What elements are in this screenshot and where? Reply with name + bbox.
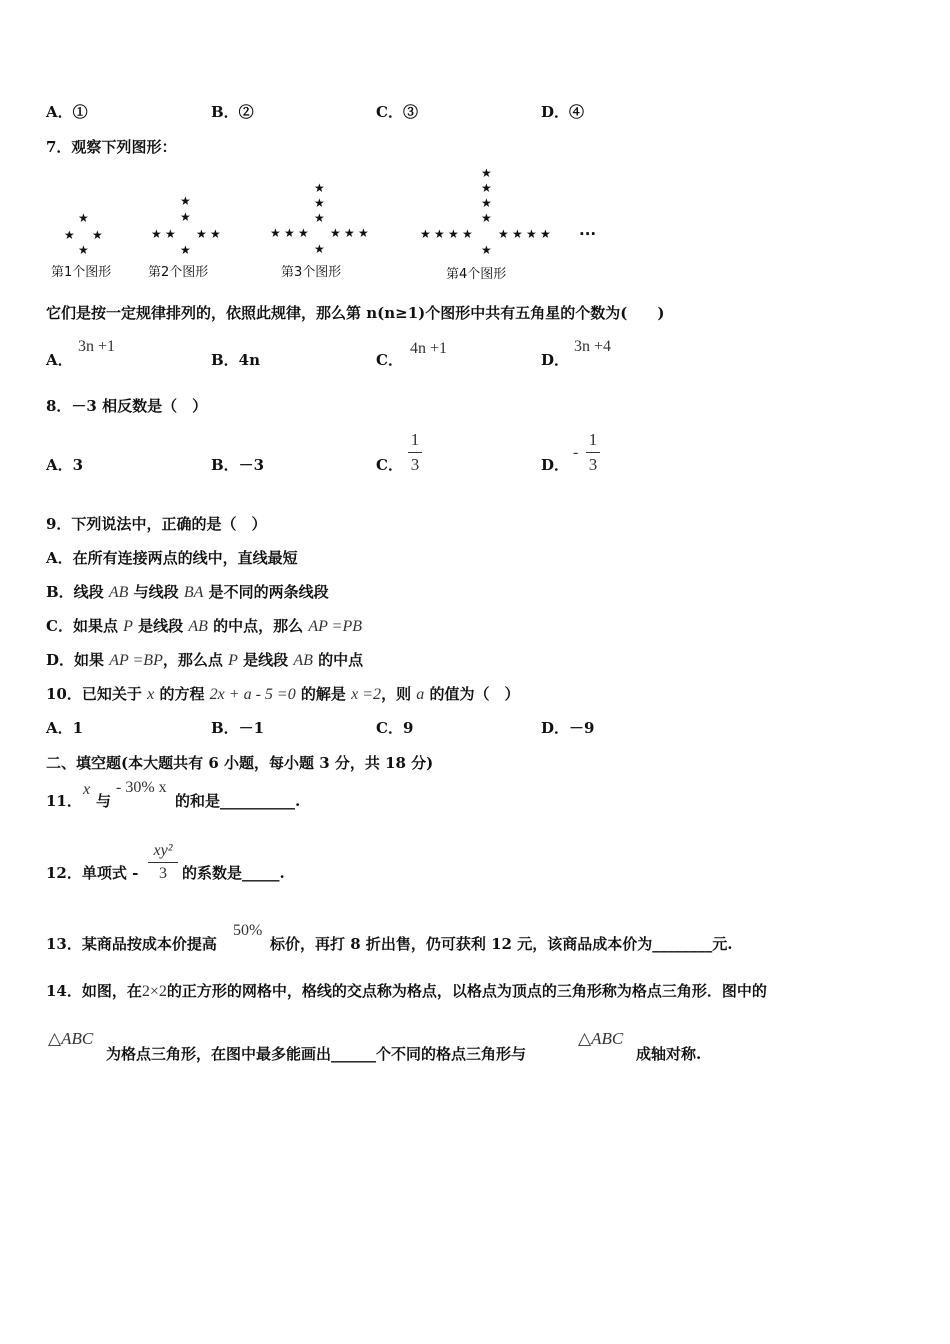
q8-option-c-label: C． bbox=[376, 456, 403, 474]
star-icon: ★ bbox=[78, 211, 89, 225]
star-icon: ★ bbox=[151, 227, 162, 241]
star-icon: ★ bbox=[540, 227, 551, 241]
q8-option-d-label: D． bbox=[541, 456, 570, 474]
q11-expr: - 30% x bbox=[116, 779, 167, 796]
q11-tail: 的和是__________. bbox=[175, 792, 301, 810]
q8-option-c-fraction bbox=[408, 430, 422, 475]
q14-triangle-abc: △ABC bbox=[48, 1029, 94, 1048]
star-icon: ★ bbox=[314, 181, 325, 195]
q6-option-c: C．③ bbox=[376, 103, 418, 121]
star-icon: ★ bbox=[180, 194, 191, 208]
q14-line1: 14．如图，在2×2的正方形的网格中，格线的交点称为格点，以格点为顶点的三角形称为格点三角形．图中的 bbox=[46, 982, 767, 1000]
star-icon: ★ bbox=[314, 211, 325, 225]
q7-option-c-expr: 4n +1 bbox=[410, 340, 448, 357]
q13-percent: 50% bbox=[233, 922, 263, 939]
q8-option-b: B．－3 bbox=[211, 456, 265, 474]
q9-stem: 9．下列说法中，正确的是（ ） bbox=[46, 515, 267, 533]
q7-option-b: B．4n bbox=[211, 351, 261, 369]
star-icon: ★ bbox=[330, 226, 341, 240]
star-icon: ★ bbox=[358, 226, 369, 240]
fraction-numerator: 1 bbox=[588, 430, 598, 449]
caption-figure-1: 第1个图形 bbox=[51, 265, 112, 280]
star-icon: ★ bbox=[512, 227, 523, 241]
star-icon: ★ bbox=[165, 227, 176, 241]
star-icon: ★ bbox=[498, 227, 509, 241]
q12-tail: 的系数是_____. bbox=[182, 864, 285, 882]
q14-line2-tail: 成轴对称. bbox=[636, 1045, 702, 1063]
q10-option-d: D．－9 bbox=[541, 719, 595, 737]
section-heading: 二、填空题(本大题共有 6 小题，每小题 3 分，共 18 分) bbox=[46, 754, 434, 772]
star-icon: ★ bbox=[92, 228, 103, 242]
q6-option-d: D．④ bbox=[541, 103, 585, 121]
star-icon: ★ bbox=[180, 243, 191, 257]
q7-option-c-label: C． bbox=[376, 351, 403, 369]
star-icon: ★ bbox=[180, 210, 191, 224]
q14-triangle-abc-2: △ABC bbox=[578, 1029, 624, 1048]
q11-number: 11． bbox=[46, 792, 82, 810]
q7-option-d-expr: 3n +4 bbox=[574, 338, 612, 355]
q8-option-d-fraction bbox=[586, 430, 600, 475]
q7-question: 它们是按一定规律排列的，依照此规律，那么第 n(n≥1)个图形中共有五角星的个数为( ) bbox=[46, 304, 665, 322]
q7-stem: 7．观察下列图形： bbox=[46, 138, 177, 156]
q9-option-c: C．如果点 P 是线段 AB 的中点，那么 AP =PB bbox=[46, 617, 363, 635]
q7-option-d-label: D． bbox=[541, 351, 570, 369]
star-icon: ★ bbox=[481, 243, 492, 257]
star-icon: ★ bbox=[78, 243, 89, 257]
star-icon: ★ bbox=[314, 196, 325, 210]
star-icon: ★ bbox=[481, 166, 492, 180]
fraction-denominator: 3 bbox=[410, 455, 420, 474]
q10-option-c: C．9 bbox=[376, 719, 414, 737]
fraction-numerator: xy² bbox=[153, 842, 173, 859]
q13-head: 13．某商品按成本价提高 bbox=[46, 935, 217, 953]
star-icon: ★ bbox=[481, 181, 492, 195]
figure-ellipsis: ··· bbox=[579, 225, 597, 243]
q7-option-a-expr: 3n +1 bbox=[78, 338, 116, 355]
star-icon: ★ bbox=[64, 228, 75, 242]
star-icon: ★ bbox=[481, 211, 492, 225]
star-figure bbox=[46, 165, 606, 285]
q8-stem: 8．－3 相反数是（ ） bbox=[46, 397, 208, 415]
q7-option-a-label: A． bbox=[46, 351, 73, 369]
star-icon: ★ bbox=[196, 227, 207, 241]
star-icon: ★ bbox=[420, 227, 431, 241]
star-icon: ★ bbox=[210, 227, 221, 241]
q12-fraction bbox=[148, 842, 178, 883]
star-icon: ★ bbox=[344, 226, 355, 240]
star-icon: ★ bbox=[448, 227, 459, 241]
q9-option-b: B．线段 AB 与线段 BA 是不同的两条线段 bbox=[46, 583, 329, 601]
caption-figure-3: 第3个图形 bbox=[281, 265, 342, 280]
q9-option-d: D．如果 AP =BP，那么点 P 是线段 AB 的中点 bbox=[46, 651, 364, 669]
q12-head: 12．单项式 - bbox=[46, 864, 139, 882]
q13-tail: 标价，再打 8 折出售，仍可获利 12 元，该商品成本价为________元. bbox=[270, 935, 733, 953]
q8-option-a: A．3 bbox=[46, 456, 84, 474]
star-icon: ★ bbox=[526, 227, 537, 241]
q6-option-b: B．② bbox=[211, 103, 254, 121]
star-icon: ★ bbox=[314, 242, 325, 256]
fraction-denominator: 3 bbox=[588, 455, 598, 474]
caption-figure-2: 第2个图形 bbox=[148, 265, 209, 280]
q9-option-a: A．在所有连接两点的线中，直线最短 bbox=[46, 549, 298, 567]
fraction-numerator: 1 bbox=[410, 430, 420, 449]
star-icon: ★ bbox=[434, 227, 445, 241]
q11-yu: 与 bbox=[96, 792, 112, 810]
q10-option-a: A．1 bbox=[46, 719, 84, 737]
q8-option-d-minus: - bbox=[573, 444, 579, 461]
star-icon: ★ bbox=[284, 226, 295, 240]
q6-option-a: A．① bbox=[46, 103, 88, 121]
star-icon: ★ bbox=[481, 196, 492, 210]
star-icon: ★ bbox=[462, 227, 473, 241]
star-icon: ★ bbox=[298, 226, 309, 240]
caption-figure-4: 第4个图形 bbox=[446, 267, 507, 282]
q11-x: x bbox=[83, 781, 91, 798]
star-icon: ★ bbox=[270, 226, 281, 240]
q14-line2: 为格点三角形，在图中最多能画出______个不同的格点三角形与 bbox=[106, 1045, 527, 1063]
q10-stem: 10．已知关于 x 的方程 2x + a - 5 =0 的解是 x =2，则 a 的值为（ ） bbox=[46, 685, 520, 703]
fraction-denominator: 3 bbox=[159, 865, 167, 882]
q10-option-b: B．－1 bbox=[211, 719, 265, 737]
